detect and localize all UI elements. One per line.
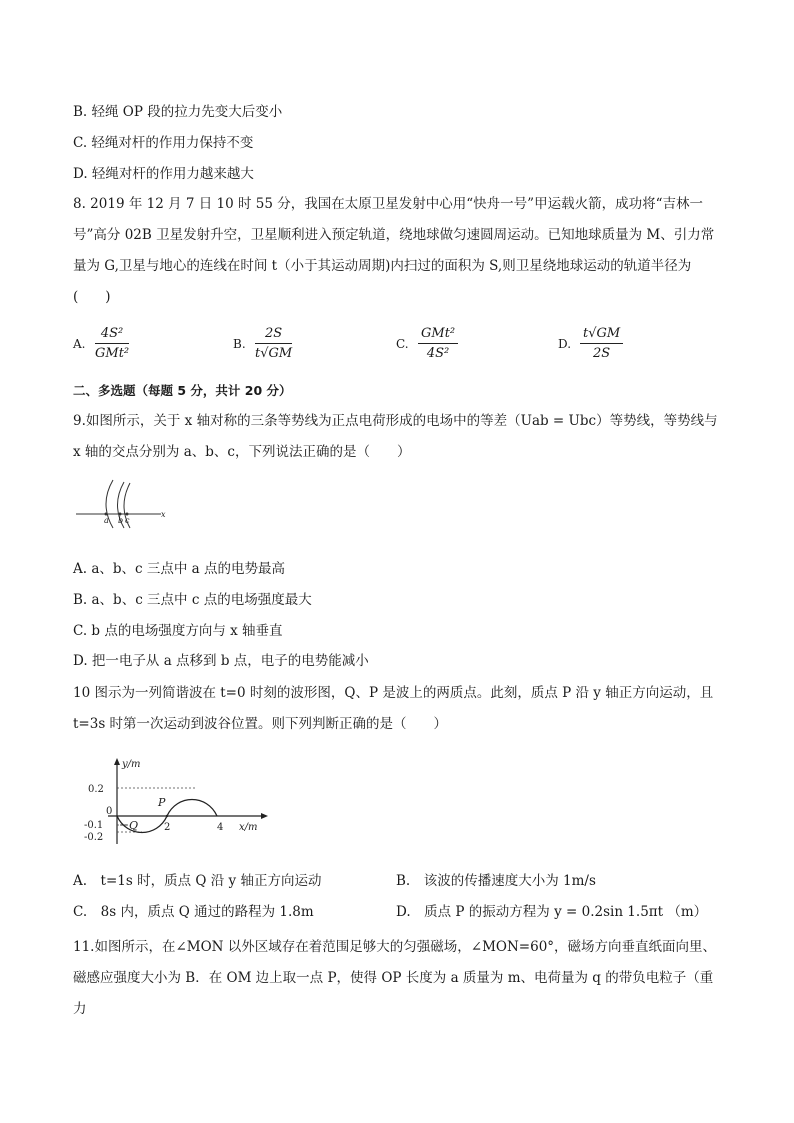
- x-axis-label: x: [161, 510, 166, 519]
- q7-option-d: D. 轻绳对杆的作用力越来越大: [73, 166, 254, 182]
- y-tick-minus-0-2: -0.2: [84, 832, 104, 843]
- q8-option-b-label: B.: [233, 337, 246, 351]
- point-p-label: P: [158, 796, 166, 809]
- q10-option-a: A. t=1s 时，质点 Q 沿 y 轴正方向运动: [73, 873, 322, 889]
- q9-stem: 9.如图所示，关于 x 轴对称的三条等势线为正点电荷形成的电场中的等差（Uab = Ubc）等势线，等势线与 x 轴的交点分别为 a、b、c，下列说法正确的是（ ）: [73, 413, 718, 460]
- q8-option-a-denominator: GMt²: [95, 346, 130, 361]
- q8-option-b-numerator: 2S: [255, 326, 292, 344]
- q8-option-d-denominator: 2S: [593, 346, 611, 361]
- point-c-label: c: [125, 516, 130, 525]
- q9-option-b: B. a、b、c 三点中 c 点的电场强度最大: [73, 592, 312, 608]
- q10-stem: 10 图示为一列简谐波在 t=0 时刻的波形图，Q、P 是波上的两质点。此刻，质点 P 沿 y 轴正方向运动，且 t=3s 时第一次运动到波谷位置。则下列判断正确的是（ ）: [73, 685, 714, 732]
- q9-equipotential-figure: [73, 477, 183, 529]
- q7-option-c: C. 轻绳对杆的作用力保持不变: [73, 135, 254, 151]
- q10-option-c: C. 8s 内，质点 Q 通过的路程为 1.8m: [73, 904, 314, 920]
- q8-option-a-label: A.: [73, 337, 86, 351]
- point-p-dot: [166, 815, 168, 817]
- y-tick-minus-0-1: -0.1: [84, 820, 104, 831]
- q8-option-d-numerator: t√GM: [580, 326, 623, 344]
- q8-option-a-numerator: 4S²: [95, 326, 129, 344]
- q8-option-c-numerator: GMt²: [418, 326, 458, 344]
- x-tick-4: 4: [217, 822, 224, 833]
- q8-options: [73, 326, 733, 366]
- q9-option-a: A. a、b、c 三点中 a 点的电势最高: [73, 561, 286, 577]
- q10-wave-figure: [84, 754, 274, 849]
- y-tick-0: 0: [106, 806, 113, 817]
- point-b-label: b: [118, 516, 124, 525]
- point-q-label: Q: [129, 819, 139, 832]
- y-axis-arrow: [114, 758, 120, 765]
- q9-option-d: D. 把一电子从 a 点移到 b 点，电子的电势能减小: [73, 653, 369, 669]
- q11-stem: 11.如图所示，在∠MON 以外区域存在着范围足够大的匀强磁场，∠MON=60°，磁场方向垂直纸面向里、磁感应强度大小为 B．在 OM 边上取一点 P，使得 OP 长度为 a 质量为 m、电荷量为 q 的带负电粒子（重力: [73, 939, 717, 1017]
- q8-stem: 8. 2019 年 12 月 7 日 10 时 55 分，我国在太原卫星发射中心用“快舟一号”甲运载火箭，成功将“吉林一号”高分 02B 卫星发射升空，卫星顺利进入预定轨道，绕地球做匀速圆周运动。已知地球质量为 M、引力常量为 G,卫星与地心的连线在时间 t（小于其运动周期)内扫过的面积为 S,则卫星绕地球运动的轨道半径为( ): [73, 196, 715, 305]
- point-a-label: a: [104, 516, 109, 525]
- x-tick-2: 2: [164, 822, 171, 833]
- q8-option-b-denominator: t√GM: [255, 346, 293, 361]
- q8-option-c-denominator: 4S²: [426, 346, 450, 361]
- y-tick-0-2: 0.2: [88, 784, 104, 795]
- x-axis-label: x/m: [239, 822, 258, 833]
- q7-option-b: B. 轻绳 OP 段的拉力先变大后变小: [73, 104, 283, 120]
- q10-option-b: B. 该波的传播速度大小为 1m/s: [396, 873, 596, 889]
- x-axis-arrow: [261, 813, 268, 819]
- q9-option-c: C. b 点的电场强度方向与 x 轴垂直: [73, 623, 283, 639]
- y-axis-label: y/m: [122, 759, 141, 770]
- section-heading-multi-choice: 二、多选题（每题 5 分，共计 20 分）: [73, 383, 292, 398]
- q8-option-c-label: C.: [396, 337, 409, 351]
- q10-option-d: D. 质点 P 的振动方程为 y = 0.2sin 1.5πt （m）: [396, 904, 708, 920]
- q8-option-d-label: D.: [558, 337, 572, 351]
